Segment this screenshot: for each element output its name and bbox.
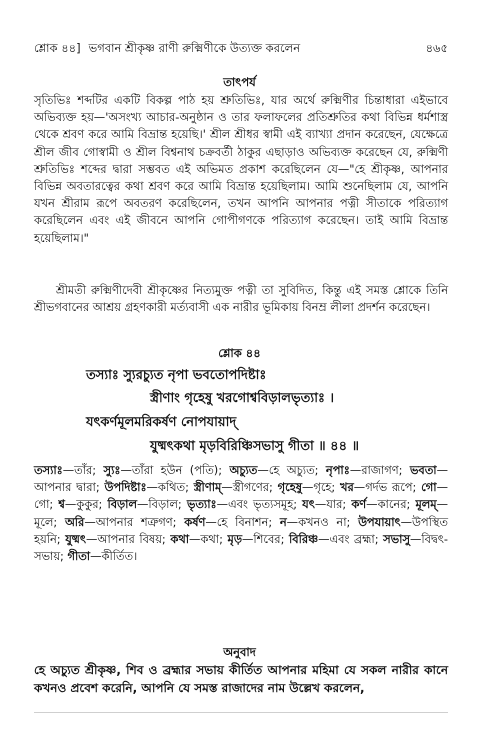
translation-heading: অনুবাদ [223,645,256,659]
synonym-meaning: রাজাগণ [361,463,399,477]
synonym-meaning: তাঁরা হউন (পতি) [131,463,219,477]
synonym-meaning: আপনার দ্বারা [34,480,96,495]
header-chapter-title: ভগবান শ্রীকৃষ্ণ রাণী রুক্মিণীকে উত্যক্ত করলেন [88,41,301,55]
synonym-word: মূলম্ [415,497,437,512]
synonym-word: গৃহেষু [277,480,302,495]
synonym-meaning: কানের [377,497,407,512]
synonym-word: বিড়াল [107,497,137,512]
verse-line-3: যৎকর্ণমূলমরিকর্ষণ নোপযায়াদ্ [86,415,237,430]
verse-line-2: স্ত্রীণাং গৃহেষু খরগোশ্ববিড়ালভৃত্যাঃ । [150,391,335,406]
synonym-word: উপদিষ্টাঃ [104,480,147,495]
running-header [34,40,448,59]
synonym-word: গো [421,480,437,495]
synonym-word: উপযায়াৎ [358,514,401,529]
synonym-word: কর্ষণ [184,514,206,529]
synonym-meaning: তাঁর [74,463,93,477]
synonym-meaning: বিড়াল [148,497,178,512]
synonym-word: স্যুঃ [103,463,121,477]
synonym-meaning: কুকুর [76,497,99,512]
synonym-meaning: হে বিনাশন [216,514,269,529]
synonym-word: শ্ব [58,497,65,512]
verse-line-1: তস্যাঃ স্যুরচ্যুত নৃপা ভবতোপদিষ্টাঃ [86,368,267,383]
purport-paragraph-2: শ্রীমতী রুক্মিণীদেবী শ্রীকৃষ্ণের নিত্যমুক্ত পত্নী তা সুবিদিত, কিন্তু এই সমস্ত শ্লোকে তিনি শ্রীভগবানের আশ্রয় গ্রহণকারী মর্ত্যবাসী এক নারীর ভূমিকায় বিনম্র লীলা প্রদর্শন করেছেন। [34,283,448,315]
verse-heading: শ্লোক ৪৪ [218,346,261,360]
header-left [34,40,300,59]
synonym-word: অরি [64,514,85,529]
synonym-word: সভাসু [383,531,410,546]
page-bottom-rule [34,712,448,713]
page-number: ৪৬৫ [425,41,448,55]
synonym-word: মৃড় [227,531,242,546]
verse-line-4: যুষ্মৎকথা মৃড়বিরিঞ্চিসভাসু গীতা ॥ ৪৪ ॥ [150,439,359,454]
synonym-word: তস্যাঃ [34,463,63,477]
synonym-meaning: কথা [200,531,220,546]
synonym-word: গীতা [67,549,91,564]
synonym-meaning: হে অচ্যুত [268,463,315,477]
synonym-word: যৎ [302,497,315,512]
synonym-meaning: উপস্থিত হয়নি [34,514,448,546]
synonym-meaning: আপনার বিষয় [97,531,162,546]
synonym-word: কর্ণ [351,497,367,512]
synonym-word: খর [340,480,354,495]
synonym-meaning: এবং ব্রহ্মা [329,531,375,546]
synonym-meaning: মূলে [34,514,54,529]
synonym-word: বিরিঞ্চ [289,531,319,546]
synonym-word: স্ত্রীণাম্ [193,480,222,495]
synonym-meaning: কীর্তিত [101,549,134,564]
synonym-word: নৃপাঃ [325,463,350,477]
synonym-meaning: এবং ভৃত্যসমূহ [227,497,294,512]
synonym-word: ন [279,514,287,529]
purport-paragraph-1: সৃতিভিঃ শব্দটির একটি বিকল্প পাঠ হয় শ্রুতিভিঃ, যার অর্থে রুক্মিণীর চিন্তাধারা এইভাবে অভিব্যক্ত হয়—'অসংখ্য আচার-অনুষ্ঠান ও তার ফলাফলের প্রতিশ্রুতির কথা বিভিন্ন ধর্মশাস্ত্র থেকে শ্রবণ করে আমি বিভ্রান্ত হয়েছি।' শ্রীল শ্রীধর স্বামী এই ব্যাখ্যা প্রদান করেছেন, যেক্ষেত্রে শ্রীল জীব গোস্বামী ও শ্রীল বিশ্বনাথ চক্রবর্তী ঠাকুর এছাড়াও অভিব্যক্ত করেছেন যে, রুক্মিণী শ্রুতিভিঃ শব্দের দ্বারা সম্ভবত এই অভিমত প্রকাশ করেছিলেন যে—"হে শ্রীকৃষ্ণ, আপনার বিভিন্ন অবতারত্বের কথা শ্রবণ করে আমি বিভ্রান্ত হয়েছিলাম। আমি শুনেছিলাম যে, আপনি যখন শ্রীরাম রূপে অবতরণ করেছিলেন, তখন আপনি আপনার পত্নী সীতাকে পরিত্যাগ করেছিলেন এবং এই জীবনে আপনি গোপীগণকে পরিত্যাগ করেছেন। তাই আমি বিভ্রান্ত হয়েছিলাম।" [34,93,448,245]
synonym-meaning: যার [326,497,343,512]
synonym-meaning: কখনও না [298,514,347,529]
synonym-meaning: আপনার শত্রুগণ [95,514,173,529]
synonym-meaning: কথিত [157,480,186,495]
synonym-meaning: গৃহে [313,480,332,495]
synonym-meaning: বিদ্বৎ-সভায় [34,531,448,564]
synonyms-paragraph: তস্যাঃ—তাঁর; স্যুঃ—তাঁরা হউন (পতি); অচ্যুত—হে অচ্যুত; নৃপাঃ—রাজাগণ; ভবতা—আপনার দ্বারা; উপদিষ্টাঃ—কথিত; স্ত্রীণাম্—স্ত্রীগণের; গৃহেষু—গৃহে; খর—গর্দভ রূপে; গো—গো; শ্ব—কুকুর; বিড়াল—বিড়াল; ভৃত্যাঃ—এবং ভৃত্যসমূহ; যৎ—যার; কর্ণ—কানের; মূলম্—মূলে; অরি—আপনার শত্রুগণ; কর্ষণ—হে বিনাশন; ন—কখনও না; উপযায়াৎ—উপস্থিত হয়নি; যুষ্মৎ—আপনার বিষয়; কথা—কথা; মৃড়—শিবের; বিরিঞ্চ—এবং ব্রহ্মা; সভাসু—বিদ্বৎ-সভায়; গীতা—কীর্তিত। [34,463,448,564]
synonym-word: যুষ্মৎ [65,531,86,546]
synonym-word: ভৃত্যাঃ [186,497,217,512]
synonym-word: ভবতা [409,463,437,477]
header-shloka-ref: শ্লোক ৪৪] [34,41,81,55]
purport-heading: তাৎপর্য [223,75,256,89]
synonym-word: অচ্যুত [229,463,258,477]
synonym-meaning: শিবের [253,531,281,546]
translation-text: হে অচ্যুত শ্রীকৃষ্ণ, শিব ও ব্রহ্মার সভায় কীর্তিত আপনার মহিমা যে সকল নারীর কানে কখনও প্রবেশ করেনি, আপনি যে সমস্ত রাজাদের নাম উল্লেখ করলেন, [34,663,448,695]
synonym-meaning: স্ত্রীগণের [232,480,270,495]
synonym-meaning: গর্দভ রূপে [365,480,413,495]
synonym-meaning: গো [34,497,50,512]
synonym-word: কথা [170,531,190,546]
